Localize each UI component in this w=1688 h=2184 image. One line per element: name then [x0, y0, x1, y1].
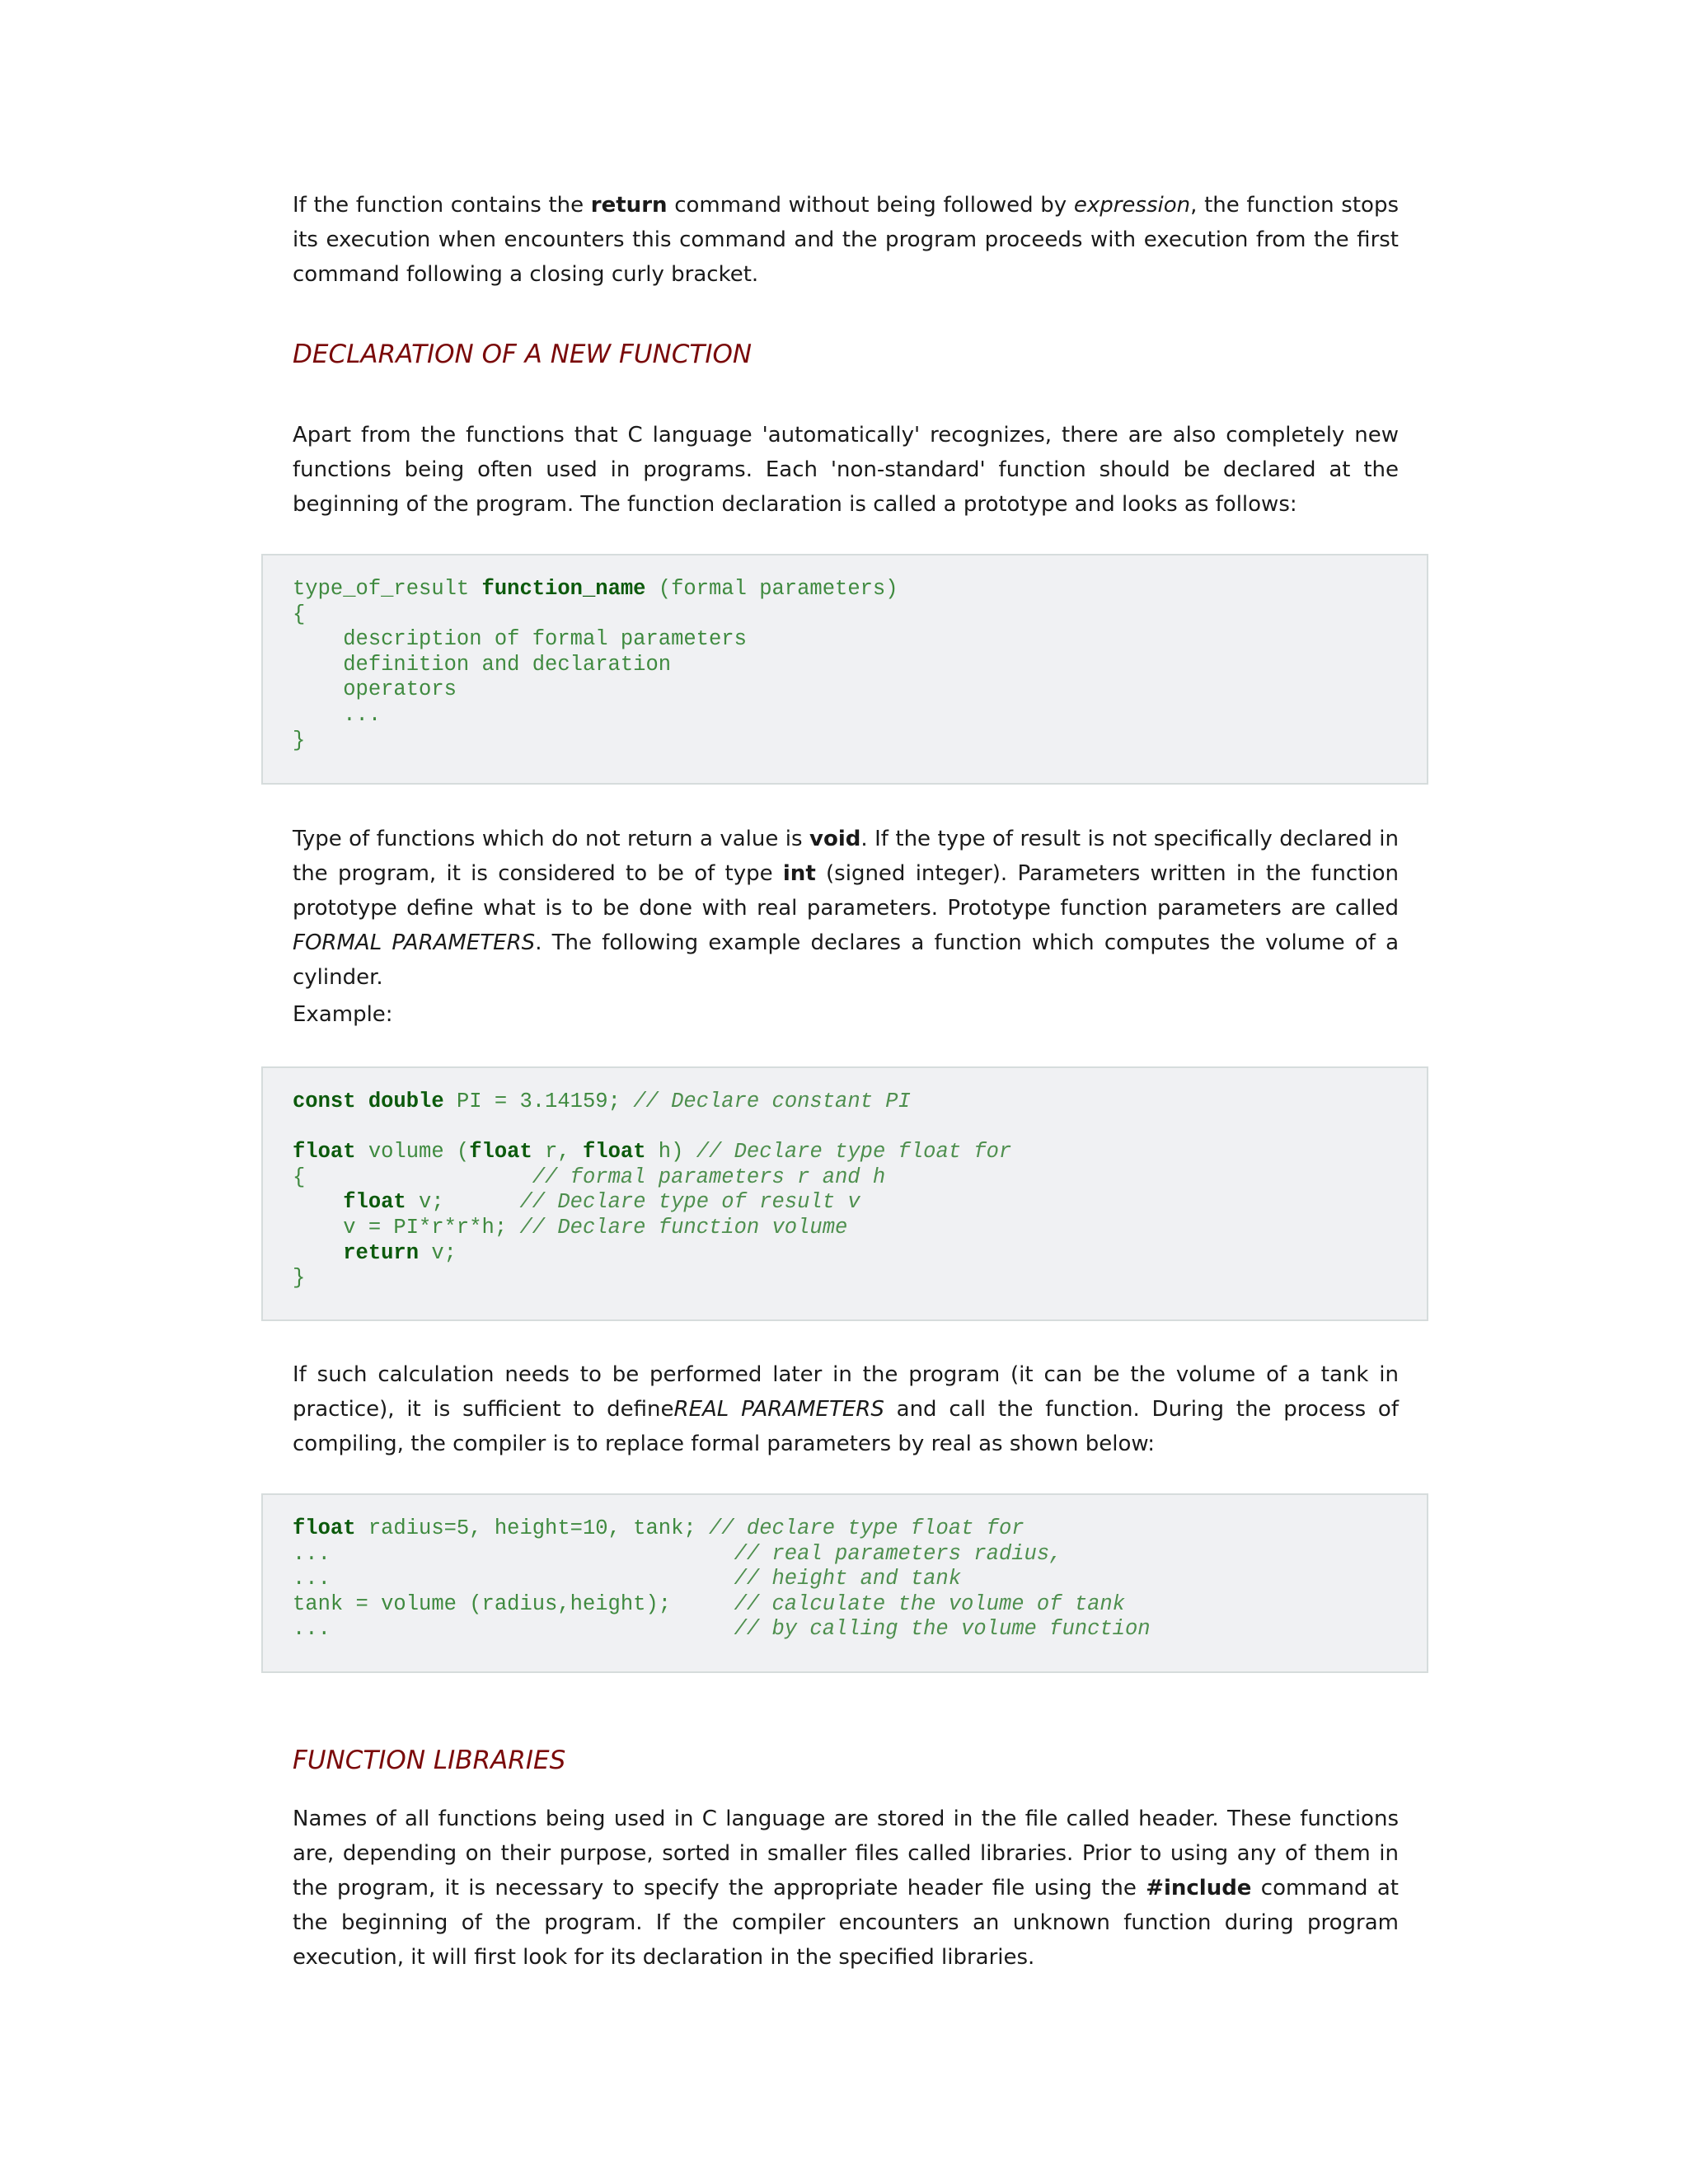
term-expression: expression [1073, 193, 1191, 218]
code-keyword: float [293, 1516, 356, 1540]
code-comment: // Declare type float for [696, 1140, 1012, 1165]
code-text [293, 1190, 343, 1214]
code-text: ... [293, 702, 382, 727]
code-keyword: float [343, 1190, 406, 1215]
code-text: radius=5, height=10, tank; [355, 1516, 709, 1540]
code-text: } [293, 728, 306, 752]
example-label: Example: [293, 1002, 393, 1027]
code-keyword: float [582, 1140, 646, 1165]
code-text: type_of_result [293, 577, 482, 601]
code-text: { [293, 602, 306, 626]
heading-declaration: DECLARATION OF A NEW FUNCTION [293, 340, 753, 369]
code-text: { [293, 1165, 532, 1189]
text: If the function contains the [293, 193, 591, 218]
code-text: description of formal parameters [293, 627, 747, 652]
code-text: operators [293, 677, 457, 702]
code-text: ... [293, 1541, 734, 1566]
paragraph-void-type [293, 822, 1399, 995]
code-text: h) [645, 1140, 696, 1165]
code-comment: // Declare function volume [519, 1215, 848, 1240]
text: and call the function. During the process of compiling, the compiler is to replace formal parameters by real as shown below: [293, 1397, 1399, 1456]
term-formal-parameters: FORMAL PARAMETERS [293, 930, 536, 955]
text: Names of all functions being used in C language are stored in the file called header. These functions are, depending on their purpose, sorted in smaller files called libraries. Prior to using any of them in the program, it is necessary to specify the appropriate header file using the [293, 1807, 1399, 1900]
code-text: ... [293, 1567, 734, 1591]
code-block-call-example [261, 1493, 1428, 1673]
code-comment: // real parameters radius, [734, 1541, 1062, 1566]
text: If such calculation needs to be performed later in the program (it can be the volume of a tank in practice), it is sufficient to define [293, 1362, 1399, 1422]
text: . The following example declares a function which computes the volume of a cylinder. [293, 930, 1399, 990]
text: (signed integer). Parameters written in the function prototype define what is to be done with real parameters. Prototype function parameters are called [293, 861, 1399, 921]
keyword-void: void [809, 827, 861, 851]
code-keyword: const double [293, 1090, 444, 1113]
code-comment: // Declare type of result v [519, 1190, 860, 1215]
keyword-int: int [782, 861, 816, 886]
code-text: v; [406, 1190, 520, 1215]
code-text: tank = volume (radius,height); [293, 1591, 734, 1616]
keyword-return: return [590, 193, 668, 218]
code-comment: // by calling the volume function [734, 1617, 1151, 1642]
heading-function-libraries: FUNCTION LIBRARIES [293, 1746, 566, 1775]
term-real-parameters: REAL PARAMETERS [673, 1397, 884, 1422]
code-comment: // calculate the volume of tank [734, 1591, 1125, 1616]
paragraph-return-command [293, 188, 1399, 292]
code-comment: // declare type float for [709, 1516, 1025, 1540]
text: . If the type of result is not specifically declared in the program, it is considered to be of type [293, 827, 1399, 886]
paragraph-new-functions: Apart from the functions that C language 'automatically' recognizes, there are also completely new functions being often used in programs. Each 'non-standard' function should be declared at the beginning of the program. The function declaration is called a prototype and looks as follows: [293, 423, 1399, 517]
code-block-volume-function [261, 1066, 1428, 1321]
text: command at the beginning of the program. If the compiler encounters an unknown function during program execution, it will first look for its declaration in the specified libraries. [293, 1876, 1399, 1970]
paragraph-real-parameters [293, 1357, 1399, 1461]
code-text: v = PI*r*r*h; [293, 1215, 520, 1240]
text: command without being followed by [667, 193, 1074, 218]
code-text: } [293, 1266, 306, 1291]
code-text: definition and declaration [293, 652, 672, 677]
code-keyword: function_name [481, 577, 646, 601]
code-comment: // height and tank [734, 1567, 962, 1591]
code-keyword: return [343, 1240, 420, 1265]
code-text: ... [293, 1617, 734, 1642]
code-comment: // formal parameters r and h [532, 1165, 886, 1189]
paragraph-libraries [293, 1802, 1399, 1975]
code-text: PI = 3.14159; [443, 1090, 634, 1113]
code-keyword: float [469, 1140, 532, 1165]
code-text: v; [419, 1240, 457, 1265]
code-keyword: float [293, 1140, 356, 1165]
code-text: (formal parameters) [645, 577, 898, 601]
keyword-include: #include [1146, 1876, 1252, 1900]
code-text: volume ( [355, 1140, 470, 1165]
code-text [293, 1241, 343, 1265]
code-text: r, [532, 1140, 583, 1165]
text: Type of functions which do not return a value is [293, 827, 810, 851]
text: , the function stops its execution when encounters this command and the program proceeds with execution from the first command following a closing curly bracket. [293, 193, 1399, 287]
code-comment: // Declare constant PI [633, 1090, 911, 1113]
code-block-prototype [261, 554, 1428, 785]
